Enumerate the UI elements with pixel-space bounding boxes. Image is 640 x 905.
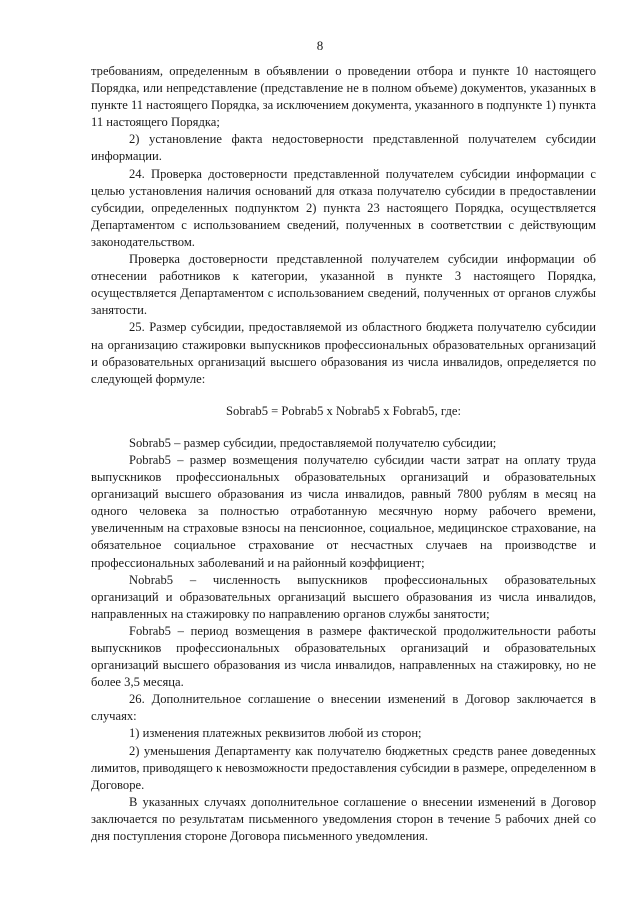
definition-pobrab5: Pobrab5 – размер возмещения получателю субсидии части затрат на оплату труда выпускников профессиональных образовательных организаций и образовательных организаций высшего образования из числа инвалидов, равный 7800 рублям в месяц на одного человека за полностью отработанную месячную норму рабочего времени, увеличенным на страховые взносы на пенсионное, социальное, медицинское страхование, на обязательное социальное страхование от несчастных случаев на производстве и профессиональных заболеваний и на районный коэффициент; [91,452,596,570]
paragraph-closing: В указанных случаях дополнительное соглашение о внесении изменений в Договор заключается по результатам письменного уведомления сторон в течение 5 рабочих дней со дня поступления стороне Договора письменного уведомления. [91,794,596,844]
paragraph-26: 26. Дополнительное соглашение о внесении изменений в Договор заключается в случаях: [91,692,596,724]
formula: Sobrab5 = Pobrab5 x Nobrab5 x Fobrab5, где: [226,403,461,418]
paragraph-26-item-2: 2) уменьшения Департаменту как получателю бюджетных средств ранее доведенных лимитов, приводящего к невозможности предоставления субсидии в размере, определенном в Договоре. [91,743,596,792]
definition-nobrab5: Nobrab5 – численность выпускников профессиональных образовательных организаций и образовательных организаций высшего образования из числа инвалидов, направленных на стажировку по направлению органов службы занятости; [91,572,596,621]
paragraph-item-2: 2) установление факта недостоверности представленной получателем субсидии информации. [91,132,596,164]
definition-fobrab5: Fobrab5 – период возмещения в размере фактической продолжительности работы выпускников профессиональных образовательных организаций и образовательных организаций высшего образования из числа инвалидов, направленных на стажировку, но не более 3,5 месяца. [91,623,596,690]
document-body [91,63,596,845]
paragraph-verification: Проверка достоверности представленной получателем субсидии информации об отнесении работников к категории, указанной в пункте 3 настоящего Порядка, осуществляется Департаментом с использованием сведений, полученных от органов службы занятости. [91,252,596,318]
paragraph-25: 25. Размер субсидии, предоставляемой из областного бюджета получателю субсидии на организацию стажировки выпускников профессиональных образовательных организаций и образовательных организаций высшего образования из числа инвалидов, определяется по следующей формуле: [91,320,596,386]
paragraph-24: 24. Проверка достоверности представленной получателем субсидии информации с целью установления наличия оснований для отказа получателю субсидии в предоставлении субсидии, определенных подпунктом 2) пункта 23 настоящего Порядка, осуществляется Департаментом с использованием сведений, полученных в соответствии с действующим законодательством. [91,166,596,249]
paragraph-continuation: требованиям, определенным в объявлении о проведении отбора и пункте 10 настоящего Порядка, или непредставление (представление не в полном объеме) документов, указанных в пункте 11 настоящего Порядка, за исключением документа, указанного в подпункте 1) пункта 11 настоящего Порядка; [91,64,596,130]
definition-sobrab5: Sobrab5 – размер субсидии, предоставляемой получателю субсидии; [129,435,497,450]
paragraph-26-item-1: 1) изменения платежных реквизитов любой из сторон; [129,726,422,741]
page-number: 8 [316,38,324,53]
